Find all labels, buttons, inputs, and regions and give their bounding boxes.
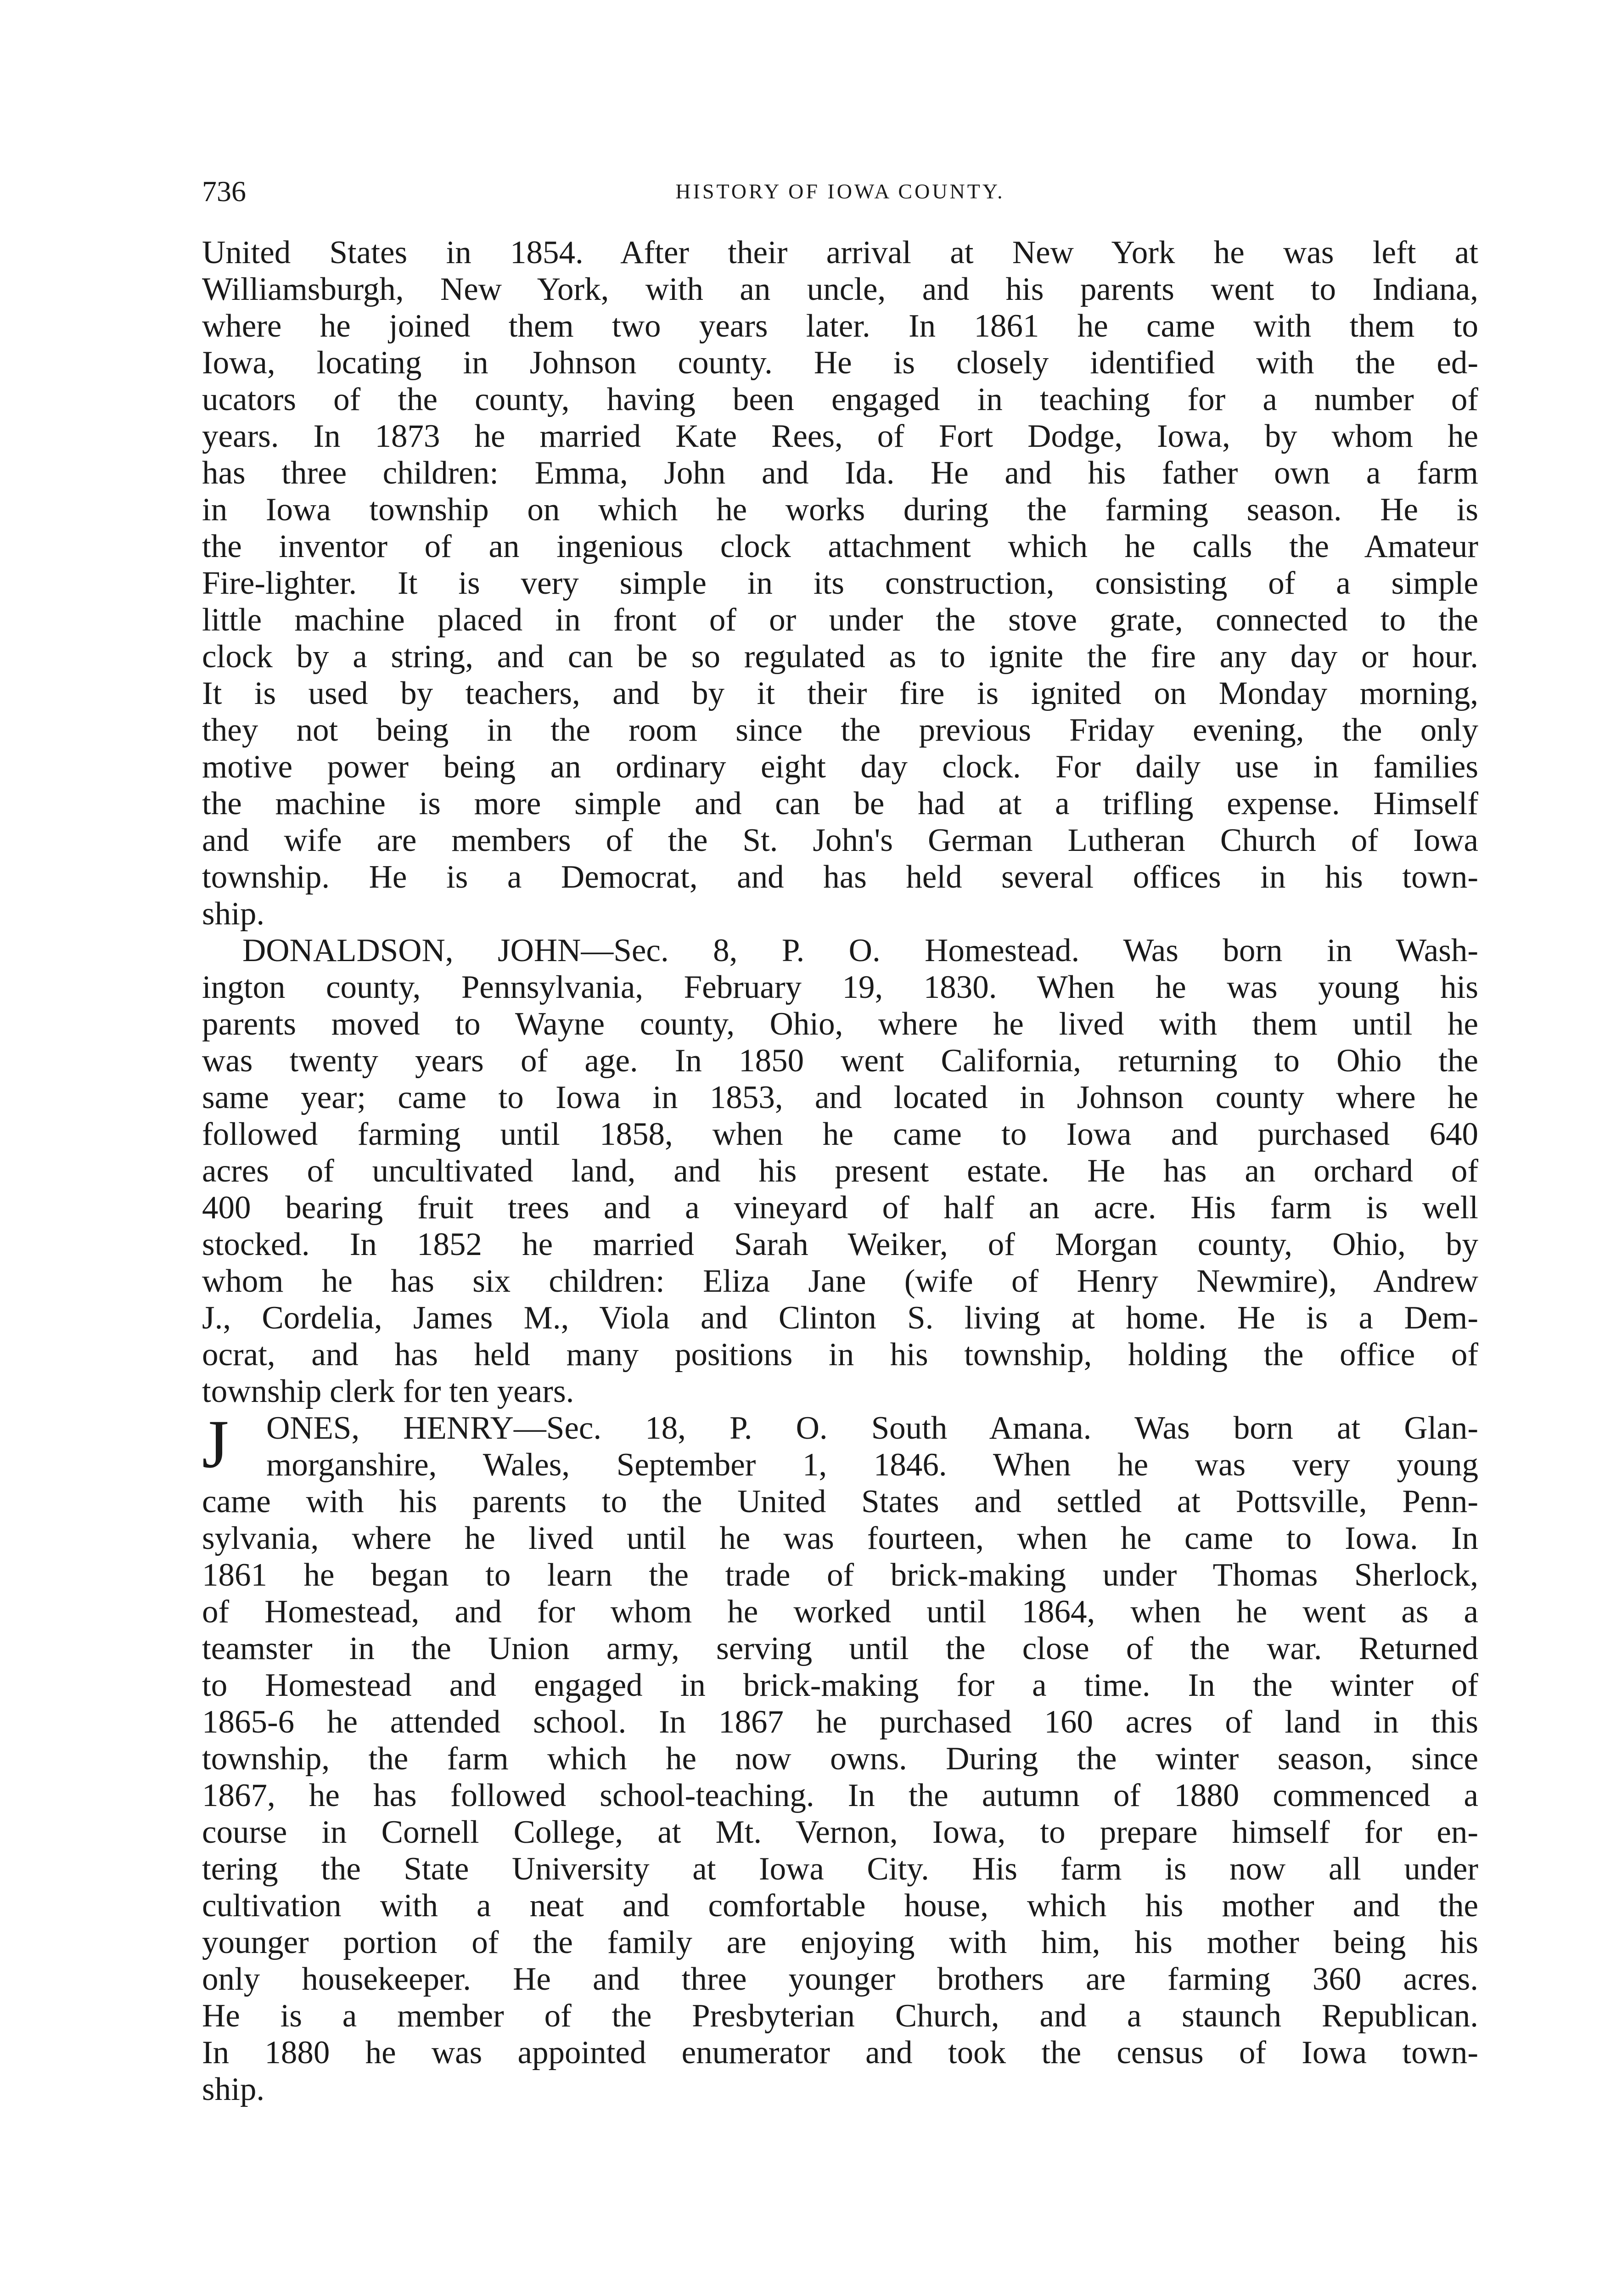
page-number: 736 (202, 175, 246, 208)
text-line: in Iowa township on which he works during the farming season. He is (202, 492, 1478, 528)
text-line: township, the farm which he now owns. During the winter season, since (202, 1741, 1478, 1777)
paragraph-continuation (202, 234, 1478, 932)
text-line: course in Cornell College, at Mt. Vernon, Iowa, to prepare himself for en- (202, 1814, 1478, 1850)
text-line: motive power being an ordinary eight day clock. For daily use in families (202, 749, 1478, 785)
text-line: parents moved to Wayne county, Ohio, where he lived with them until he (202, 1006, 1478, 1042)
text-line: 1867, he has followed school-teaching. In the autumn of 1880 commenced a (202, 1778, 1478, 1813)
running-title: HISTORY OF IOWA COUNTY. (675, 180, 1005, 203)
text-line: to Homestead and engaged in brick-making for a time. In the winter of (202, 1667, 1478, 1703)
entry-donaldson-john (202, 932, 1478, 1410)
text-line: 1861 he began to learn the trade of brick-making under Thomas Sherlock, (202, 1557, 1478, 1593)
body-text (202, 234, 1478, 2108)
text-line: came with his parents to the United States and settled at Pottsville, Penn- (202, 1484, 1478, 1519)
text-line: township clerk for ten years. (202, 1373, 574, 1409)
text-line: United States in 1854. After their arrival at New York he was left at (202, 235, 1478, 270)
text-line: younger portion of the family are enjoying with him, his mother being his (202, 1925, 1478, 1960)
text-line: the machine is more simple and can be had at a trifling expense. Himself (202, 786, 1478, 822)
text-line: only housekeeper. He and three younger brothers are farming 360 acres. (202, 1961, 1478, 1997)
text-line: tering the State University at Iowa City. His farm is now all under (202, 1851, 1478, 1887)
text-line: He is a member of the Presbyterian Church, and a staunch Republican. (202, 1998, 1478, 2034)
text-line: J., Cordelia, James M., Viola and Clinton S. living at home. He is a Dem- (202, 1300, 1478, 1336)
text-line: ship. (202, 2071, 265, 2107)
text-line: followed farming until 1858, when he came to Iowa and purchased 640 (202, 1116, 1478, 1152)
entry-heading-text: ONES, HENRY—Sec. 18, P. O. South Amana. Was born at Glan- (266, 1410, 1478, 1446)
text-line: It is used by teachers, and by it their fire is ignited on Monday morning, (202, 675, 1478, 711)
text-line: and wife are members of the St. John's German Lutheran Church of Iowa (202, 822, 1478, 858)
text-line: the inventor of an ingenious clock attachment which he calls the Amateur (202, 529, 1478, 564)
text-line: years. In 1873 he married Kate Rees, of Fort Dodge, Iowa, by whom he (202, 418, 1478, 454)
text-line: ship. (202, 896, 265, 932)
text-line: ucators of the county, having been engaged in teaching for a number of (202, 382, 1478, 417)
text-line: 400 bearing fruit trees and a vineyard of half an acre. His farm is well (202, 1190, 1478, 1226)
text-line: ington county, Pennsylvania, February 19, 1830. When he was young his (202, 969, 1478, 1005)
text-line: In 1880 he was appointed enumerator and took the census of Iowa town- (202, 2035, 1478, 2071)
text-line: stocked. In 1852 he married Sarah Weiker, of Morgan county, Ohio, by (202, 1227, 1478, 1262)
text-line: has three children: Emma, John and Ida. He and his father own a farm (202, 455, 1478, 491)
running-head (202, 171, 1478, 212)
text-line: sylvania, where he lived until he was fourteen, when he came to Iowa. In (202, 1520, 1478, 1556)
text-line: Williamsburgh, New York, with an uncle, and his parents went to Indiana, (202, 271, 1478, 307)
text-line: Fire-lighter. It is very simple in its construction, consisting of a simple (202, 565, 1478, 601)
text-line: teamster in the Union army, serving until the close of the war. Returned (202, 1631, 1478, 1666)
text-line: township. He is a Democrat, and has held several offices in his town- (202, 859, 1478, 895)
text-line: Iowa, locating in Johnson county. He is closely identified with the ed- (202, 345, 1478, 381)
text-line: cultivation with a neat and comfortable house, which his mother and the (202, 1888, 1478, 1924)
text-line: clock by a string, and can be so regulated as to ignite the fire any day or hour. (202, 639, 1478, 675)
entry-heading-line: DONALDSON, JOHN—Sec. 8, P. O. Homestead. Was born in Wash- (242, 933, 1478, 968)
text-line: whom he has six children: Eliza Jane (wife of Henry Newmire), Andrew (202, 1263, 1478, 1299)
text-line: same year; came to Iowa in 1853, and located in Johnson county where he (202, 1080, 1478, 1115)
text-line: little machine placed in front of or under the stove grate, connected to the (202, 602, 1478, 638)
text-line: where he joined them two years later. In 1861 he came with them to (202, 308, 1478, 344)
text-line: of Homestead, and for whom he worked until 1864, when he went as a (202, 1594, 1478, 1630)
drop-cap-initial: J (202, 1406, 229, 1482)
text-line: they not being in the room since the previous Friday evening, the only (202, 712, 1478, 748)
text-line: morganshire, Wales, September 1, 1846. When he was very young (266, 1447, 1478, 1483)
entry-jones-henry (202, 1406, 1478, 2108)
text-line: acres of uncultivated land, and his present estate. He has an orchard of (202, 1153, 1478, 1189)
text-line: was twenty years of age. In 1850 went California, returning to Ohio the (202, 1043, 1478, 1079)
text-line: 1865-6 he attended school. In 1867 he purchased 160 acres of land in this (202, 1704, 1478, 1740)
text-line: ocrat, and has held many positions in his township, holding the office of (202, 1337, 1478, 1373)
